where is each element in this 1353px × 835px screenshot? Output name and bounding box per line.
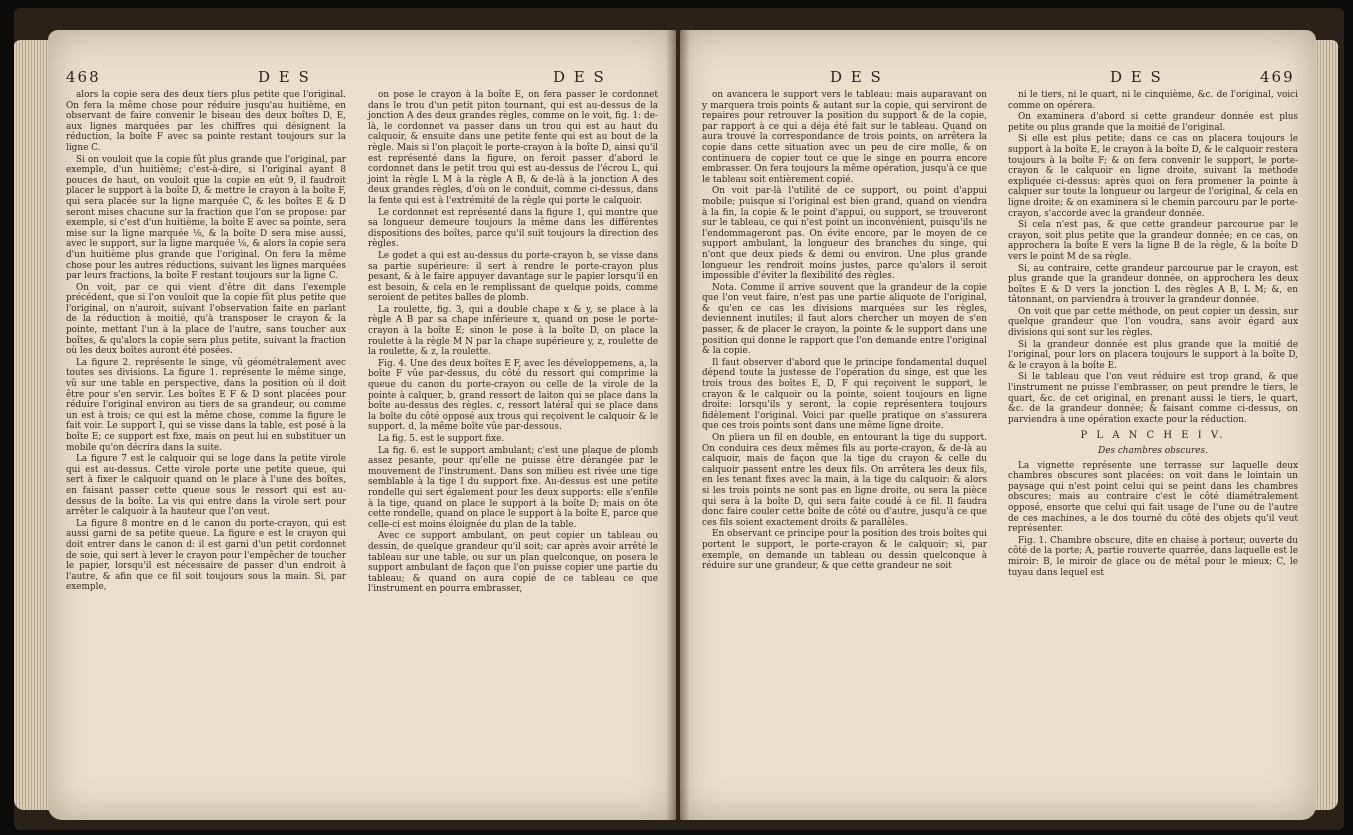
paragraph: La figure 8 montre en d le canon du porte-crayon, qui est aussi garni de sa petite queue. La figure e est le crayon qui doit entrer dans le canon d: il est garni d'un petit cordonnet de soie, qui sert à lever le crayon pour l'empêcher de toucher le papier, lorsqu'il est nécessaire de passer d'un endroit à l'autre, & afin que ce fil soit toujours sous la main. Si, par exemple, [66, 518, 346, 593]
right-column-2 [1008, 90, 1298, 810]
right-running-head-2: D E S [1110, 68, 1163, 86]
paragraph: Si on vouloit que la copie fût plus grande que l'original, par exemple, d'un huitième; c'est-à-dire, si l'original ayant 8 pouces de haut, on vouloit que la copie en eût 9, il faudroit placer le support à la boîte D, & mettre le crayon à la boîte F, qui sera placée sur la ligne marquée C, & les boîtes E & D seront mises chacune sur la fraction que l'on se propose: par exemple, si c'est d'un huitième, la boîte E avec sa pointe, sera mise sur la ligne marquée ⅛, & la boîte D sera mise aussi, avec le support, sur la ligne marquée ⅛, & alors la copie sera d'un huitième plus grande que l'original. On fera la même chose pour les autres réductions, suivant les lignes marquées par leurs fractions, la boîte F restant toujours sur la ligne C. [66, 154, 346, 282]
right-page-number: 469 [1260, 68, 1295, 86]
left-page [48, 30, 676, 820]
paragraph: On examinera d'abord si cette grandeur donnée est plus petite ou plus grande que la moitié de l'original. [1008, 112, 1298, 133]
paragraph: On voit par-là l'utilité de ce support, ou point d'appui mobile; puisque si l'original est bien grand, quand on viendra à la fin, la copie & le point d'appui, ou support, se trouveront sur le tableau, ce qui n'est point un inconvénient, puisqu'ils ne l'endommageront pas. On évite encore, par le moyen de ce support ambulant, la longueur des branches du singe, qui n'ont que deux pieds & demi ou environ. Une plus grande longueur les rendroit moins justes, parce qu'alors il seroit impossible d'éviter la flexibilité des règles. [702, 186, 987, 282]
left-column-2 [368, 90, 658, 810]
paragraph: Si elle est plus petite; dans ce cas on placera toujours le support à la boîte E, le crayon à la boîte D, & le calquoir restera toujours à la boîte F; & on fera convenir le support, le porte-crayon & le calquoir en ligne droite, suivant la méthode expliquée ci-dessus: après quoi on fera promener la pointe à calquer sur toute la longueur ou largeur de l'original, & cela en ligne droite; & on examinera si le chemin parcouru par le porte-crayon, s'accorde avec la grandeur donnée. [1008, 134, 1298, 219]
paragraph: Il faut observer d'abord que le principe fondamental duquel dépend toute la justesse de l'opération du singe, est que les trois trous des boîtes E, D, F qui reçoivent le support, le crayon & le calquoir ou la pointe, soient toujours en ligne droite: lorsqu'ils y seront, la copie représentera toujours fidèlement l'original. Voici par quelle pratique on s'assurera que ces trois points sont dans une même ligne droite. [702, 357, 987, 432]
paragraph: La fig. 6. est le support ambulant; c'est une plaque de plomb assez pesante, pour qu'elle ne puisse être dérangée par le mouvement de l'instrument. Dans son milieu est rivée une tige semblable à la tige I du support fixe. Au-dessus est une petite rondelle qui sert également pour les deux supports: elle s'enfile à la tige, quand on place le support à la boîte D; mais on ôte cette rondelle, quand on place le support à la boîte E, parce que celle-ci est moins éloignée du plan de la table. [368, 445, 658, 530]
paragraph: Si la grandeur donnée est plus grande que la moitié de l'original, pour lors on placera toujours le support à la boîte D, & le crayon à la boîte E. [1008, 339, 1298, 371]
section-subtitle: Des chambres obscures. [1098, 446, 1208, 456]
paragraph: on pose le crayon à la boîte E, on fera passer le cordonnet dans le trou d'un petit piton tournant, qui est au-dessus de la jonction A des deux grandes règles, comme on le voit, fig. 1: de-là, le cordonnet va passer dans un trou qui est au haut du calquoir, & ensuite dans une petite fente qui est au bout de la règle. Mais si l'on plaçoit le porte-crayon à la boîte D, ainsi qu'il est représenté dans la figure, on feroit passer d'abord le cordonnet dans le petit trou qui est au-dessus de l'écrou L, qui joint la règle L M à la règle A B, & de-là à la jonction A des deux grandes règles, d'où on le conduit, comme ci-dessus, dans la fente qui est à l'extrémité de la règle qui porte le calquoir. [368, 90, 658, 206]
paragraph: Avec ce support ambulant, on peut copier un tableau ou dessin, de quelque grandeur qu'il soit; car après avoir arrêté le tableau sur une table, ou sur un plan quelconque, on posera le support ambulant de façon que l'on puisse copier une partie du tableau; & quand on aura copié de ce tableau ce que l'instrument en pourra embrasser, [368, 531, 658, 595]
paragraph: La figure 7 est le calquoir qui se loge dans la petite virole qui est au-dessus. Cette virole porte une petite queue, qui sert à fixer le calquoir quand on le place à l'une des boîtes, en faisant passer cette queue sous le ressort qui est au-dessus de la boîte. La vis qui entre dans la virole sert pour arrêter le calquoir à la hauteur que l'on veut. [66, 454, 346, 518]
right-running-head-1: D E S [830, 68, 883, 86]
paragraph: Le godet a qui est au-dessus du porte-crayon b, se visse dans sa partie supérieure: il sert à rendre le porte-crayon plus pesant, & à le faire appuyer davantage sur le papier lorsqu'il en est besoin, & cela en le remplissant de quelque poids, comme seroient de petites balles de plomb. [368, 250, 658, 304]
paragraph: La figure 2. représente le singe, vû géométralement avec toutes ses divisions. La figure 1. représente le même singe, vû sur une table en perspective, dans la position où il doit être pour s'en servir. Les boîtes E F & D sont placées pour réduire l'original environ au tiers de sa grandeur, ou comme un est à trois; ce qui est la même chose, comme la figure le fait voir. Le support I, qui se visse dans la table, est posé à la boîte E; ce support est fixe, mais on peut lui en substituer un mobile qu'on décrira dans la suite. [66, 357, 346, 453]
left-column-1 [66, 90, 346, 810]
paragraph: En observant ce principe pour la position des trois boîtes qui portent le support, le porte-crayon & le calquoir; si, par exemple, on demande un tableau ou dessin quelconque à réduire sur une grandeur, & que cette grandeur ne soit [702, 529, 988, 572]
left-running-head-1: D E S [258, 68, 311, 86]
section-title: P L A N C H E I V. [1080, 430, 1226, 442]
paragraph: Si, au contraire, cette grandeur parcourue par le crayon, est plus grande que la grandeur donnée, on approchera les deux boîtes E & D vers la jonction L des règles A B, L M; &, en tâtonnant, on parviendra à trouver la grandeur donnée. [1008, 263, 1298, 306]
paragraph: On voit que par cette méthode, on peut copier un dessin, sur quelque grandeur que l'on voudra, sans avoir égard aux divisions qui sont sur les règles. [1008, 306, 1298, 339]
paragraph: La vignette représente une terrasse sur laquelle deux chambres obscures sont placées: on voit dans le lointain un paysage qui n'est point celui qui se peint dans les chambres obscures; mais au contraire c'est le côté diamétralement opposé, ensorte que celui qui fait usage de l'une ou de l'autre de ces machines, a le dos tourné du côté des objets qu'il veut représenter. [1008, 460, 1298, 535]
book-gutter [666, 30, 690, 820]
paragraph: on avancera le support vers le tableau: mais auparavant on y marquera trois points & autant sur la copie, qui serviront de repaires pour retrouver la position du support & de la copie, par rapport à ce qui a déja été fait sur le tableau. Quand on aura trouvé la correspondance de trois points, on arrêtera la copie dans cette situation avec un peu de cire molle, & on continuera de copier tout ce que le singe en pourra encore embrasser. On fera toujours la même opération, jusqu'à ce que le tableau soit entièrement copié. [702, 90, 987, 185]
right-page [680, 30, 1316, 820]
paragraph: Si le tableau que l'on veut réduire est trop grand, & que l'instrument ne puisse l'embrasser, on peut prendre le tiers, le quart, &c. de cet original, en prenant aussi le tiers, le quart, &c. de la grandeur donnée; & faisant comme ci-dessus, on parviendra à une opération exacte pour la réduction. [1008, 372, 1298, 425]
paragraph: Fig. 1. Chambre obscure, dite en chaise à porteur, ouverte du côté de la porte; A, partie rouverte quarrée, dans laquelle est le miroir: B, le miroir de glace ou de métal pour le mieux; C, le tuyau dans lequel est [1008, 535, 1298, 578]
paragraph: On voit, par ce qui vient d'être dit dans l'exemple précédent, que si l'on vouloit que la copie fût plus petite que l'original, on n'auroit, suivant l'observation faite en parlant de la réduction à moitié, qu'à transposer le crayon & la pointe, mettant l'un à la place de l'autre, sans toucher aux boîtes, & qu'alors la copie sera plus petite, suivant la fraction où les deux boîtes auront été posées. [66, 282, 346, 357]
paragraph: Fig. 4. Une des deux boîtes E F, avec les développemens, a, la boîte F vûe par-dessus, du côté du ressort qui comprime la queue du canon du porte-crayon ou celle de la virole de la pointe à calquer, b, grand ressort de laiton qui se place dans la boîte au-dessus des règles. c, ressort latéral qui se place dans la boîte du côté opposé aux trous qui reçoivent le calquoir & le support. d, la même boîte vûe par-dessous. [368, 358, 658, 433]
right-column-1 [702, 90, 987, 810]
paragraph: La fig. 5. est le support fixe. [378, 434, 505, 444]
paragraph: Nota. Comme il arrive souvent que la grandeur de la copie que l'on veut faire, n'est pas une partie aliquote de l'original, & qu'en ce cas les divisions marquées sur les règles, deviennent inutiles; il faut alors chercher un moyen de s'en passer, & de placer le crayon, la pointe & le support dans une position qui donne le rapport que l'on demande entre l'original & la copie. [702, 282, 987, 357]
left-running-head-2: D E S [553, 68, 606, 86]
paragraph: Si cela n'est pas, & que cette grandeur parcourue par le crayon, soit plus petite que la grandeur donnée; en ce cas, on approchera la boîte E vers la ligne B de la règle, & la boîte D vers le point M de sa règle. [1008, 220, 1298, 262]
paragraph: La roulette, fig. 3, qui a double chape x & y, se place à la règle A B par sa chape inférieure x, quand on pose le porte-crayon à la boîte E; sinon le pose à la boîte D, on place la roulette à la règle M N par la chape supérieure y, z, roulette de la roulette, & z, la roulette. [368, 304, 658, 358]
left-page-number: 468 [66, 68, 101, 86]
paragraph: ni le tiers, ni le quart, ni le cinquième, &c. de l'original, voici comme on opérera. [1008, 90, 1298, 111]
paragraph: alors la copie sera des deux tiers plus petite que l'original. On fera la même chose pour réduire jusqu'au huitième, en observant de faire convenir le biseau des deux boîtes D, E, aux lignes marquées par les chiffres qui désignent la réduction, la boîte F avec sa pointe restant toujours sur la ligne C. [66, 90, 346, 153]
paragraph: Le cordonnet est représenté dans la figure 1, qui montre que sa longueur demeure toujours la même dans les différentes dispositions des boîtes, parce qu'il suit toujours la direction des règles. [368, 207, 658, 250]
paragraph: On pliera un fil en double, en entourant la tige du support. On conduira ces deux mêmes fils au porte-crayon, & de-là au calquoir, mais de façon que la tige du crayon & celle du calquoir passent entre les deux fils. On arrêtera les deux fils, en les tenant fixes avec la main, à la tige du calquoir: & alors si les trois points ne sont pas en ligne droite, ou sera la pièce qui sera à la boîte D, qui sera faite coudé à ce fil. Il faudra donc faire couler cette boîte de côté ou d'autre, jusqu'à ce que ces fils soient exactement droits & parallèles. [702, 433, 987, 528]
page-edges-left [14, 40, 50, 810]
